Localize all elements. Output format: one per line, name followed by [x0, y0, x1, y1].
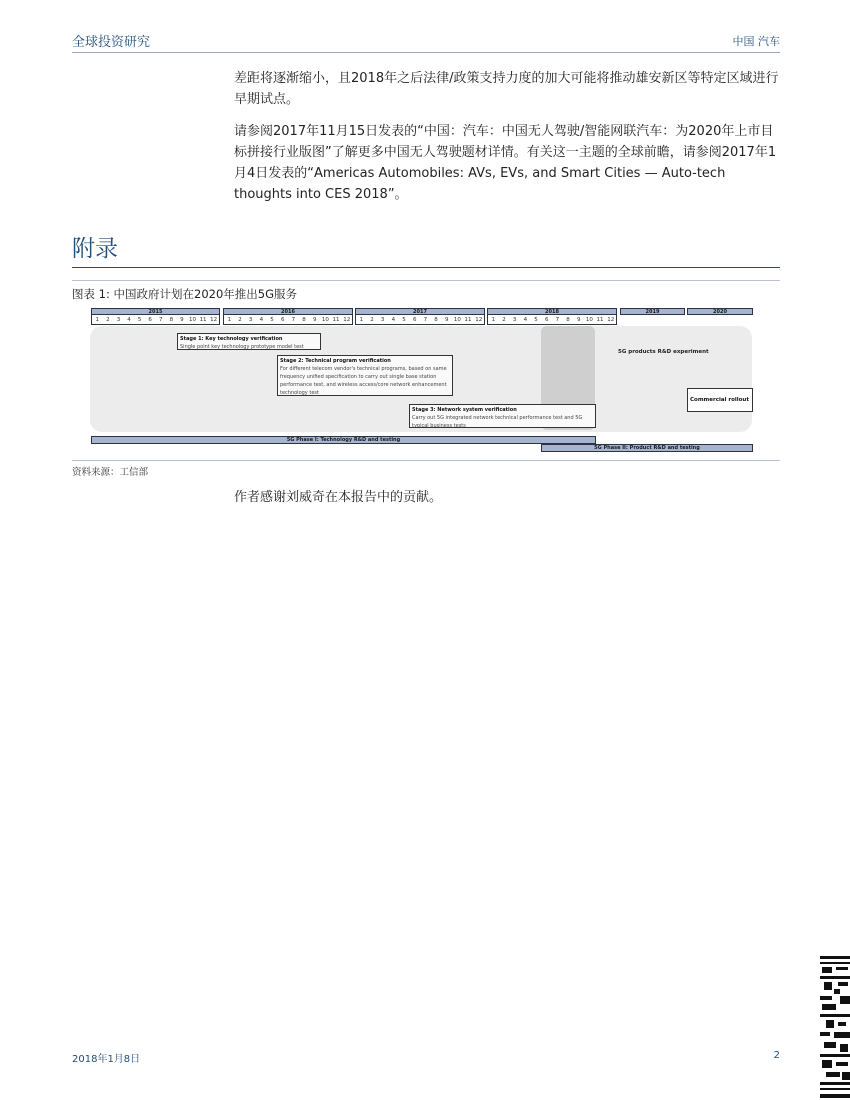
stage-3-box — [409, 404, 596, 428]
month-label: 7 — [159, 317, 163, 323]
paragraph-1: 差距将逐渐缩小，且2018年之后法律/政策支持力度的加大可能将推动雄安新区等特定区域进行早期试点。 — [234, 71, 779, 107]
month-label: 4 — [259, 317, 264, 323]
acknowledgement: 作者感谢刘威奇在本报告中的贡献。 — [234, 490, 443, 505]
month-label: 12 — [607, 317, 615, 323]
month-label: 6 — [544, 317, 549, 323]
month-label: 6 — [412, 317, 417, 323]
month-label: 1 — [95, 317, 100, 323]
stage-1-title: Stage 1: Key technology verification — [180, 336, 283, 342]
figure-caption: 图表 1: 中国政府计划在2020年推出5G服务 — [72, 287, 297, 301]
figure-bottom-rule — [72, 460, 780, 461]
page-number: 2 — [773, 1050, 780, 1061]
year-2020: 2020 — [687, 308, 753, 315]
month-label: 11 — [464, 317, 472, 323]
month-label: 5 — [270, 317, 274, 323]
header-sector: 中国 汽车 — [732, 35, 780, 48]
month-label: 2 — [502, 317, 506, 323]
year-2017: 2017 — [355, 308, 485, 315]
stage-2-title: Stage 2: Technical program verification — [280, 358, 391, 364]
phase-1-bar: 5G Phase I: Technology R&D and testing — [91, 436, 596, 444]
month-label: 5 — [402, 317, 406, 323]
stage-2-box — [277, 355, 453, 396]
month-label: 10 — [453, 317, 461, 323]
month-label: 3 — [512, 317, 517, 323]
months-2018 — [487, 315, 617, 325]
phase-2-bar: 5G Phase II: Product R&D and testing — [541, 444, 753, 452]
month-label: 7 — [291, 317, 296, 323]
month-label: 9 — [180, 317, 184, 323]
stage-2-desc: For different telecom vendor's technical programs, based on same frequency unified specification to carry out single base station performance test, and wireless access/core network enhancement technology test — [280, 366, 447, 396]
month-label: 12 — [343, 317, 351, 323]
month-label: 2 — [106, 317, 110, 323]
month-label: 6 — [148, 317, 152, 323]
month-label: 11 — [332, 317, 340, 323]
stage-3-title: Stage 3: Network system verification — [412, 407, 517, 413]
qr-code-icon — [820, 956, 850, 1100]
months-2016 — [223, 315, 353, 325]
month-label: 9 — [312, 317, 317, 323]
year-2015: 2015 — [91, 308, 220, 315]
month-label: 12 — [475, 317, 483, 323]
commercial-rollout-box: Commercial rollout — [687, 388, 753, 412]
month-label: 7 — [423, 317, 428, 323]
year-2019: 2019 — [620, 308, 685, 315]
month-label: 11 — [199, 317, 207, 323]
month-label: 2 — [370, 317, 374, 323]
month-label: 1 — [491, 317, 496, 323]
months-2017 — [355, 315, 485, 325]
month-label: 7 — [555, 317, 560, 323]
month-label: 1 — [227, 317, 232, 323]
month-label: 6 — [280, 317, 285, 323]
month-label: 11 — [596, 317, 604, 323]
month-label: 5 — [137, 317, 142, 323]
stage-1-desc: Single point key technology prototype model test — [180, 344, 304, 350]
month-label: 3 — [248, 317, 253, 323]
gantt-chart — [0, 0, 850, 470]
year-2018: 2018 — [487, 308, 617, 315]
header-title: 全球投资研究 — [72, 35, 151, 50]
month-label: 4 — [391, 317, 396, 323]
paragraph-2: 请参阅2017年11月15日发表的“中国：汽车：中国无人驾驶/智能网联汽车：为2020年上市目标拼接行业版图”了解更多中国无人驾驶题材详情。有关这一主题的全球前瞻，请参阅2017年1月4日发表的“Americas Automobiles: AVs, EVs, and Smart Cities — Auto-tech thoughts into CES 2018”。 — [234, 124, 777, 202]
month-label: 3 — [116, 317, 121, 323]
year-2016: 2016 — [223, 308, 353, 315]
month-label: 10 — [585, 317, 593, 323]
month-label: 5 — [534, 317, 538, 323]
rd-experiment-label: 5G products R&D experiment — [618, 349, 709, 355]
footer-date: 2018年1月8日 — [72, 1054, 141, 1065]
stage-3-desc: Carry out 5G integrated network technical performance test and 5G typical business tests — [412, 415, 583, 429]
month-label: 8 — [169, 317, 174, 323]
month-label: 8 — [434, 317, 438, 323]
month-label: 1 — [359, 317, 364, 323]
stage-1-box — [177, 333, 321, 350]
figure-source: 资料来源：工信部 — [72, 467, 149, 478]
month-label: 10 — [321, 317, 329, 323]
month-label: 4 — [127, 317, 131, 323]
month-label: 8 — [302, 317, 306, 323]
month-label: 10 — [188, 317, 196, 323]
month-label: 9 — [576, 317, 581, 323]
month-label: 8 — [566, 317, 570, 323]
months-2015 — [91, 315, 220, 325]
month-label: 3 — [380, 317, 385, 323]
month-label: 12 — [210, 317, 218, 323]
month-label: 4 — [523, 317, 528, 323]
month-label: 9 — [444, 317, 449, 323]
section-title: 附录 — [72, 236, 118, 262]
month-label: 2 — [238, 317, 242, 323]
